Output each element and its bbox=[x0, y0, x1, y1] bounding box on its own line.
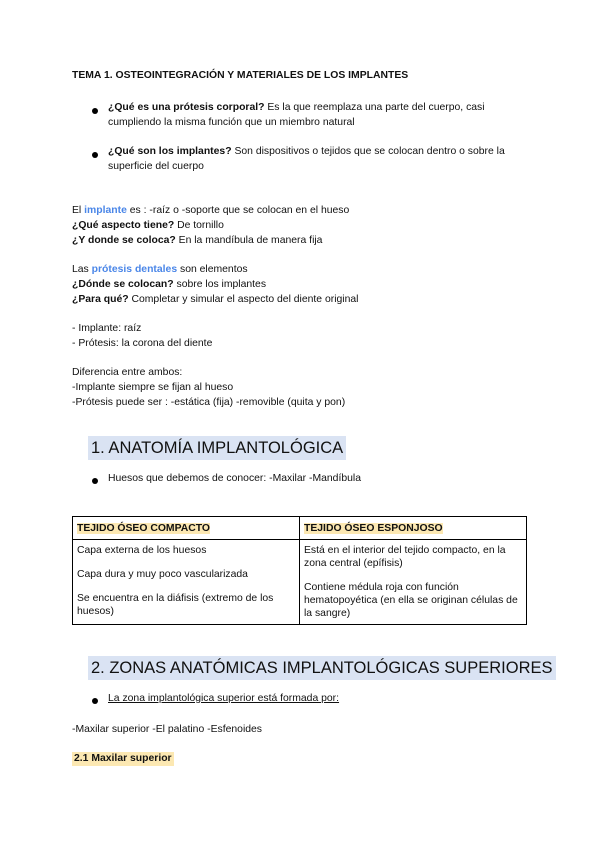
question: ¿Y donde se coloca? bbox=[72, 235, 176, 246]
cell-text: Capa externa de los huesos bbox=[77, 545, 207, 556]
cell-text: Contiene médula roja con función hematopoyética (en ella se originan células de la sangre) bbox=[304, 582, 518, 619]
question: ¿Qué es una prótesis corporal? bbox=[108, 102, 265, 113]
cell-text: Está en el interior del tejido compacto, en la zona central (epífisis) bbox=[304, 545, 506, 569]
implante-donde bbox=[72, 233, 322, 248]
question: ¿Para qué? bbox=[72, 294, 129, 305]
protesis-definition bbox=[72, 262, 248, 277]
table-cell bbox=[300, 540, 527, 625]
bullet-dot bbox=[92, 698, 98, 704]
table-header-row bbox=[73, 517, 527, 540]
tejido-table bbox=[72, 516, 527, 625]
diferencia-line: -Prótesis puede ser : -estática (fija) -removible (quita y pon) bbox=[72, 397, 346, 408]
bullet-dot bbox=[92, 478, 98, 484]
bullet-dot bbox=[92, 152, 98, 158]
term-protesis: prótesis dentales bbox=[91, 264, 178, 275]
implante-definition bbox=[72, 203, 349, 218]
table-row bbox=[73, 540, 527, 625]
intro-bullet-2 bbox=[108, 144, 538, 174]
implante-aspecto bbox=[72, 218, 224, 233]
zona-list: -Maxilar superior -El palatino -Esfenoides bbox=[72, 724, 262, 735]
header-label: TEJIDO ÓSEO COMPACTO bbox=[77, 523, 210, 534]
page-title: TEMA 1. OSTEOINTEGRACIÓN Y MATERIALES DE LOS IMPLANTES bbox=[72, 70, 409, 81]
subsection-heading: 2.1 Maxilar superior bbox=[74, 753, 172, 764]
section-heading-1: 1. ANATOMÍA IMPLANTOLÓGICA bbox=[88, 436, 346, 460]
table-header bbox=[73, 517, 300, 540]
cell-text: Se encuentra en la diáfisis (extremo de los huesos) bbox=[77, 593, 274, 617]
diferencia-title: Diferencia entre ambos: bbox=[72, 367, 183, 378]
section1-bullet: Huesos que debemos de conocer: -Maxilar -Mandíbula bbox=[108, 473, 361, 484]
table-cell bbox=[73, 540, 300, 625]
text: son elementos bbox=[177, 264, 248, 275]
text: Las bbox=[72, 264, 92, 275]
question: ¿Qué aspecto tiene? bbox=[72, 220, 175, 231]
answer: Completar y simular el aspecto del diente original bbox=[128, 294, 359, 305]
answer: Son dispositivos o tejidos que se colocan dentro o sobre la superficie del cuerpo bbox=[108, 146, 505, 172]
protesis-donde bbox=[72, 277, 266, 292]
list-item: - Prótesis: la corona del diente bbox=[72, 338, 213, 349]
section-heading-2: 2. ZONAS ANATÓMICAS IMPLANTOLÓGICAS SUPERIORES bbox=[88, 656, 556, 680]
diferencia-line: -Implante siempre se fijan al hueso bbox=[72, 382, 234, 393]
question: ¿Dónde se colocan? bbox=[72, 279, 174, 290]
table-header bbox=[300, 517, 527, 540]
section2-bullet: La zona implantológica superior está formada por: bbox=[108, 693, 340, 704]
answer: En la mandíbula de manera fija bbox=[175, 235, 323, 246]
answer: sobre los implantes bbox=[173, 279, 267, 290]
bullet-dot bbox=[92, 108, 98, 114]
question: ¿Qué son los implantes? bbox=[108, 146, 232, 157]
header-label: TEJIDO ÓSEO ESPONJOSO bbox=[304, 523, 443, 534]
intro-bullet-1 bbox=[108, 100, 538, 130]
cell-text: Capa dura y muy poco vascularizada bbox=[77, 569, 248, 580]
text: es : -raíz o -soporte que se colocan en el hueso bbox=[126, 205, 350, 216]
answer: De tornillo bbox=[174, 220, 224, 231]
answer: Es la que reemplaza una parte del cuerpo, casi cumpliendo la misma función que un miembro natural bbox=[108, 102, 485, 128]
term-implante: implante bbox=[84, 205, 127, 216]
protesis-para-que bbox=[72, 292, 358, 307]
list-item: - Implante: raíz bbox=[72, 323, 142, 334]
text: El bbox=[72, 205, 85, 216]
